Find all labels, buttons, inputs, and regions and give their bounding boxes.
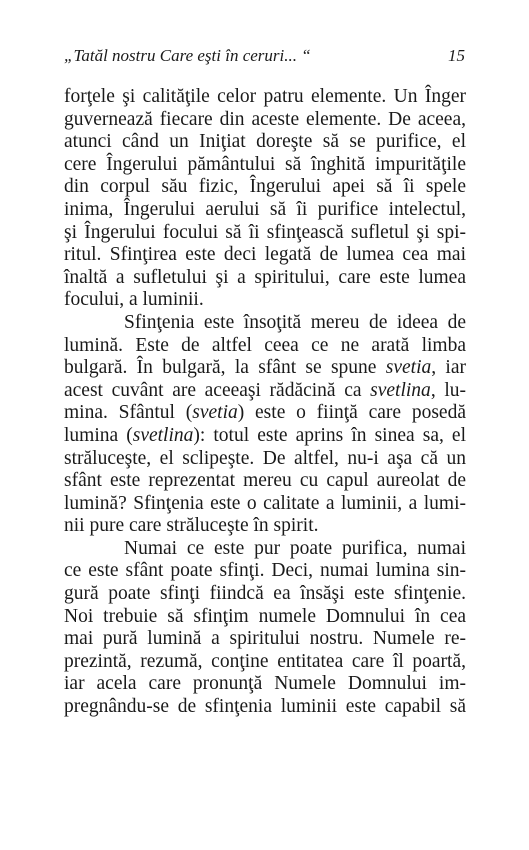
text-line: străluceşte, el sclipeşte. De altfel, nu-i aşa că un xyxy=(64,447,466,469)
text-line: lumina (svetlina): totul este aprins în sinea sa, el xyxy=(64,424,466,446)
text-line: focului, a luminii. xyxy=(64,289,204,311)
text-line: prezintă, rezumă, conţine entitatea care îl poartă, xyxy=(64,650,466,672)
text-line: atunci când un Iniţiat doreşte să se purifice, el xyxy=(64,131,466,153)
paragraph-3 xyxy=(64,538,466,719)
text-line: mai pură lumină a spiritului nostru. Numele re- xyxy=(64,628,466,650)
text-line: inima, Îngerului aerului să îi purifice intelectul, xyxy=(64,198,466,220)
text-line: pregnându-se de sfinţenia luminii este capabil să xyxy=(64,696,466,718)
text-line: ritul. Sfinţirea este deci legată de lumea cea mai xyxy=(64,244,466,266)
body-text xyxy=(64,86,466,719)
text-line: cere Îngerului pământului să înghită impurităţile xyxy=(64,153,466,175)
text-line: acest cuvânt are aceeaşi rădăcină ca svetlina, lu- xyxy=(64,379,466,401)
text-line: Sfinţenia este însoţită mereu de ideea de xyxy=(124,311,466,333)
text-line: din corpul său fizic, Îngerului apei să îi spele xyxy=(64,176,466,198)
text-line: forţele şi calităţile celor patru elemente. Un Înger xyxy=(64,86,466,107)
text-line: sfânt este reprezentat mereu cu capul aureolat de xyxy=(64,470,466,492)
page-number: 15 xyxy=(448,46,465,65)
text-line: gură poate sfinţi fiindcă ea însăşi este sfinţenie. xyxy=(64,583,466,605)
text-line: mina. Sfântul (svetia) este o fiinţă care posedă xyxy=(64,402,466,424)
text-line: nii pure care străluceşte în spirit. xyxy=(64,515,319,537)
text-line: iar acela care pronunţă Numele Domnului im- xyxy=(64,673,466,695)
text-line: lumină? Sfinţenia este o calitate a luminii, a lumi- xyxy=(64,492,466,514)
text-line: ce este sfânt poate sfinţi. Deci, numai lumina sin- xyxy=(64,560,466,582)
paragraph-1 xyxy=(64,86,466,312)
text-line: lumină. Este de altfel ceea ce ne arată limba xyxy=(64,334,466,356)
text-line: înaltă a sufletului şi a spiritului, care este lumea xyxy=(64,266,466,288)
text-line: Numai ce este pur poate purifica, numai xyxy=(124,537,466,559)
page-header xyxy=(64,46,465,70)
text-line: bulgară. În bulgară, la sfânt se spune svetia, iar xyxy=(64,357,466,379)
text-line: guvernează fiecare din aceste elemente. De aceea, xyxy=(64,108,466,130)
running-title: „Tatăl nostru Care eşti în ceruri... “ xyxy=(64,46,311,65)
paragraph-2 xyxy=(64,312,466,538)
text-line: şi Îngerului focului să îi sfinţească sufletul şi spi- xyxy=(64,221,466,243)
text-line: Noi trebuie să sfinţim numele Domnului în cea xyxy=(64,605,466,627)
